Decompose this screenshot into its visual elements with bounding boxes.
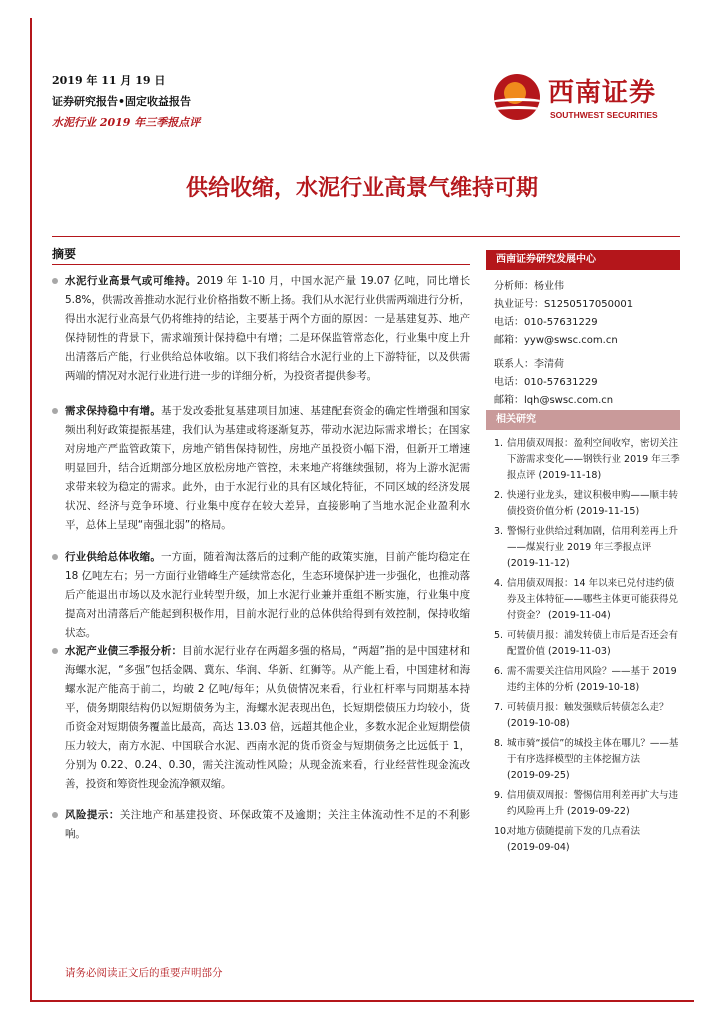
summary-divider	[52, 264, 470, 265]
related-research-banner: 相关研究	[486, 410, 680, 430]
summary-paragraph	[65, 642, 470, 794]
contact-phone: 电话：010-57631229	[494, 377, 598, 388]
analyst-phone: 电话：010-57631229	[494, 317, 598, 328]
paragraph-lead: 风险提示：	[65, 809, 120, 821]
contact-block	[494, 278, 680, 410]
paragraph-text: 目前水泥行业存在两超多强的格局，“两超”指的是中国建材和海螺水泥，“多强”包括金隅、冀东、华润、华新、红狮等。从产能上看，中国建材和海螺水泥产能高于前二，均破 2 亿吨/每年；从负债情况来看，行业杠杆率与同期基本持平，债务期限结构仍以短期债务为主，海螺水泥表现出色，长短期偿债压力均较小，货币资金对短期债务覆盖比最高，高达 13.03 倍，远超其他企业，多数水泥企业短期偿债压力较大，南方水泥、中国联合水泥、西南水泥的货币资金与短期债务之比远低于 1，分别为 0.22、0.24、0.30，需关注流动性风险；从现金流来看，行业经营性现金流改善，投资和筹资性现金流净额双缩。	[65, 645, 470, 790]
bullet-icon	[52, 648, 58, 654]
analyst-license: 执业证号：S1250517050001	[494, 299, 634, 310]
related-item[interactable]: 4. 信用债双周报：14 年以来已兑付违约债券及主体特征——哪些主体更可能获得兑付资金？ (2019-11-04)	[494, 578, 679, 621]
paragraph-text: 关注地产和基建投资、环保政策不及逾期；关注主体流动性不足的不利影响。	[65, 809, 470, 840]
related-item[interactable]: 9. 信用债双周报：警惕信用利差再扩大与违约风险再上升 (2019-09-22)	[494, 790, 679, 817]
research-center-banner: 西南证券研究发展中心	[486, 250, 680, 270]
contact-name: 联系人：李清荷	[494, 359, 564, 370]
related-item[interactable]: 5. 可转债月报：浦发转债上市后是否还会有配置价值 (2019-11-03)	[494, 630, 679, 657]
summary-paragraph	[65, 402, 470, 535]
report-title: 供给收缩，水泥行业高景气维持可期	[185, 175, 538, 201]
summary-heading: 摘要	[52, 247, 77, 261]
report-type: 证券研究报告•固定收益报告	[52, 95, 192, 108]
paragraph-lead: 水泥产业债三季报分析：	[65, 645, 183, 657]
paragraph-text: 2019 年 1-10 月，中国水泥产量 19.07 亿吨，同比增长 5.8%，供需改善推动水泥行业价格指数不断上扬。我们从水泥行业供需两端进行分析，得出水泥行业高景气仍将维持的结论，主要基于两个方面的原因：一是基建复苏、地产保持韧性的背景下，需求端预计保持稳中有增；二是环保监管常态化，行业集中度上升出清落后产能，行业供给总体收缩。以下我们将结合水泥行业的上下游特征，以及供需两端的情况对水泥行业进行进一步的详细分析，为投资者提供参考。	[65, 275, 470, 382]
title-divider	[52, 236, 680, 237]
bullet-icon	[52, 278, 58, 284]
paragraph-lead: 行业供给总体收缩。	[65, 551, 161, 563]
brand-logo	[494, 72, 676, 128]
paragraph-lead: 需求保持稳中有增。	[65, 405, 161, 417]
summary-paragraph	[65, 272, 470, 386]
related-item[interactable]: 6. 需不需要关注信用风险？——基于 2019 违约主体的分析 (2019-10-18)	[494, 666, 677, 693]
bullet-icon	[52, 812, 58, 818]
logo-name-en: SOUTHWEST SECURITIES	[550, 110, 658, 120]
page-frame-bottom	[30, 1000, 694, 1002]
summary-paragraph	[65, 548, 470, 643]
paragraph-lead: 水泥行业高景气或可维持。	[65, 275, 197, 287]
analyst-email[interactable]: 邮箱：yyw@swsc.com.cn	[494, 335, 618, 346]
disclaimer-note: 请务必阅读正文后的重要声明部分	[65, 967, 223, 979]
related-item[interactable]: 8. 城市骑“援信”的城投主体在哪儿？——基于有序选择模型的主体挖掘方法 (2019-09-25)	[494, 738, 679, 781]
paragraph-text: 基于发改委批复基建项目加速、基建配套资金的确定性增强和国家频出利好政策提振基建，我们认为基建或将逐渐复苏，带动水泥边际需求增长；在国家对房地产严监管政策下，房地产销售保持韧性，房地产虽投资小幅下滑，但新开工增速明显回升，结合近期部分地区放松房地产管控，未来地产将继续强韧，将为上游水泥需求带来较为稳定的需求。此外，由于水泥行业的具有区域化特征，不同区域的经济发展状况、经济与竞争环境、行业集中度存在较大差异，直接影响了当地水泥企业盈利水平，总体上呈现“南强北弱”的格局。	[65, 405, 470, 531]
related-item[interactable]: 1. 信用债双周报：盈利空间收窄，密切关注下游需求变化——钢铁行业 2019 年三季报点评 (2019-11-18)	[494, 438, 680, 481]
bullet-icon	[52, 554, 58, 560]
contact-email[interactable]: 邮箱：lqh@swsc.com.cn	[494, 395, 614, 406]
related-item[interactable]: 3. 警惕行业供给过剩加剧，信用利差再上升——煤炭行业 2019 年三季报点评 (2019-11-12)	[494, 526, 679, 569]
related-item[interactable]: 7. 可转债月报：触发强赎后转债怎么走？ (2019-10-08)	[494, 702, 669, 729]
paragraph-text: 一方面，随着淘汰落后的过剩产能的政策实施，目前产能均稳定在 18 亿吨左右；另一方面行业错峰生产延续常态化，生态环境保护进一步强化，也推动落后产能退出市场以及水泥行业转型升级，加上水泥行业兼并重组不断实施，行业集中度提高对出清落后产能起到积极作用，目前水泥行业的总体供给得到有效控制，保持收缩状态。	[65, 551, 470, 639]
logo-name-cn: 西南证券	[548, 78, 657, 108]
analyst-name: 分析师：杨业伟	[494, 281, 564, 292]
bullet-icon	[52, 408, 58, 414]
related-research-list	[494, 436, 680, 860]
page-frame-left	[30, 18, 32, 1002]
report-date: 2019 年 11 月 19 日	[52, 74, 166, 87]
report-subtitle: 水泥行业 2019 年三季报点评	[52, 116, 201, 129]
summary-paragraph	[65, 806, 470, 844]
related-item[interactable]: 10. 对地方债随提前下发的几点看法 (2019-09-04)	[494, 826, 641, 853]
report-header	[52, 70, 200, 133]
sunrise-logo-icon	[494, 74, 540, 120]
related-item[interactable]: 2. 快递行业龙头，建议积极申购——顺丰转债投资价值分析 (2019-11-15)	[494, 490, 679, 517]
